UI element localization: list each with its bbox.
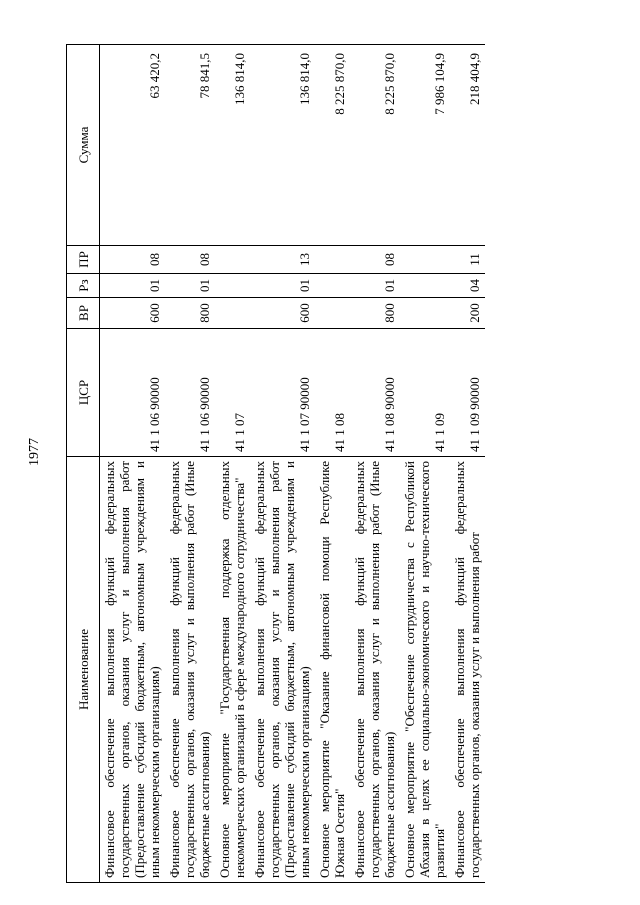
row-sum: 8 225 870,0 — [350, 45, 400, 246]
table-row — [100, 45, 166, 883]
row-csr: 41 1 09 — [400, 329, 450, 457]
row-rz: 04 — [450, 274, 485, 298]
row-vr: 600 — [250, 298, 315, 329]
row-name: Финансовое обеспечение выполнения функций федеральных государственных органов, оказания услуг и выполнения работ (Предоставление субсидий бюджетным, автономным учреждениям и иным некоммерческим организациям) — [100, 457, 166, 883]
header-vr: ВР — [67, 298, 100, 329]
row-rz: 01 — [165, 274, 215, 298]
row-vr — [315, 298, 350, 329]
row-rz: 01 — [100, 274, 166, 298]
row-name: Основное мероприятие "Государственная поддержка отдельных некоммерческих организаций в сфере международного сотрудничества" — [215, 457, 250, 883]
header-rz: Рз — [67, 274, 100, 298]
row-csr: 41 1 07 — [215, 329, 250, 457]
table-row — [215, 45, 250, 883]
row-rz — [215, 274, 250, 298]
row-vr: 600 — [100, 298, 166, 329]
row-name: Финансовое обеспечение выполнения функций федеральных государственных органов, оказания услуг и выполнения работ (Предоставление субсидий бюджетным, автономным учреждениям и иным некоммерческим организациям) — [250, 457, 315, 883]
row-vr: 200 — [450, 298, 485, 329]
row-pr: 13 — [250, 246, 315, 274]
row-sum: 218 404,9 — [450, 45, 485, 246]
row-csr: 41 1 08 — [315, 329, 350, 457]
header-row — [67, 45, 100, 883]
row-pr: 08 — [165, 246, 215, 274]
header-name: Наименование — [67, 457, 100, 883]
row-sum: 63 420,2 — [100, 45, 166, 246]
table-row — [350, 45, 400, 883]
row-rz: 01 — [350, 274, 400, 298]
table-row — [450, 45, 485, 883]
row-pr: 08 — [350, 246, 400, 274]
table-row — [250, 45, 315, 883]
row-pr — [315, 246, 350, 274]
row-rz — [315, 274, 350, 298]
row-name: Финансовое обеспечение выполнения функций федеральных государственных органов, оказания услуг и выполнения работ (Иные бюджетные ассигнования) — [350, 457, 400, 883]
row-name: Основное мероприятие "Обеспечение сотрудничества с Республикой Абхазия в целях ее социально-экономического и научно-технического развития" — [400, 457, 450, 883]
row-rz — [400, 274, 450, 298]
row-csr: 41 1 09 90000 — [450, 329, 485, 457]
row-name: Финансовое обеспечение выполнения функций федеральных государственных органов, оказания услуг и выполнения работ (Иные бюджетные ассигнования) — [165, 457, 215, 883]
row-vr: 800 — [165, 298, 215, 329]
budget-table — [66, 44, 485, 883]
table-row — [165, 45, 215, 883]
row-pr: 11 — [450, 246, 485, 274]
row-name: Основное мероприятие "Оказание финансовой помощи Республике Южная Осетия" — [315, 457, 350, 883]
row-csr: 41 1 08 90000 — [350, 329, 400, 457]
row-sum: 136 814,0 — [250, 45, 315, 246]
table-row — [315, 45, 350, 883]
row-pr: 08 — [100, 246, 166, 274]
row-vr — [400, 298, 450, 329]
table-row — [400, 45, 450, 883]
row-sum: 136 814,0 — [215, 45, 250, 246]
header-pr: ПР — [67, 246, 100, 274]
row-vr: 800 — [350, 298, 400, 329]
row-csr: 41 1 07 90000 — [250, 329, 315, 457]
row-rz: 01 — [250, 274, 315, 298]
row-name: Финансовое обеспечение выполнения функций федеральных государственных органов, оказания услуг и выполнения работ — [450, 457, 485, 883]
page-number: 1977 — [27, 438, 42, 466]
row-pr — [215, 246, 250, 274]
row-csr: 41 1 06 90000 — [100, 329, 166, 457]
header-sum: Сумма — [67, 45, 100, 246]
row-csr: 41 1 06 90000 — [165, 329, 215, 457]
row-sum: 78 841,5 — [165, 45, 215, 246]
header-csr: ЦСР — [67, 329, 100, 457]
row-pr — [400, 246, 450, 274]
row-sum: 8 225 870,0 — [315, 45, 350, 246]
row-vr — [215, 298, 250, 329]
row-sum: 7 986 104,9 — [400, 45, 450, 246]
